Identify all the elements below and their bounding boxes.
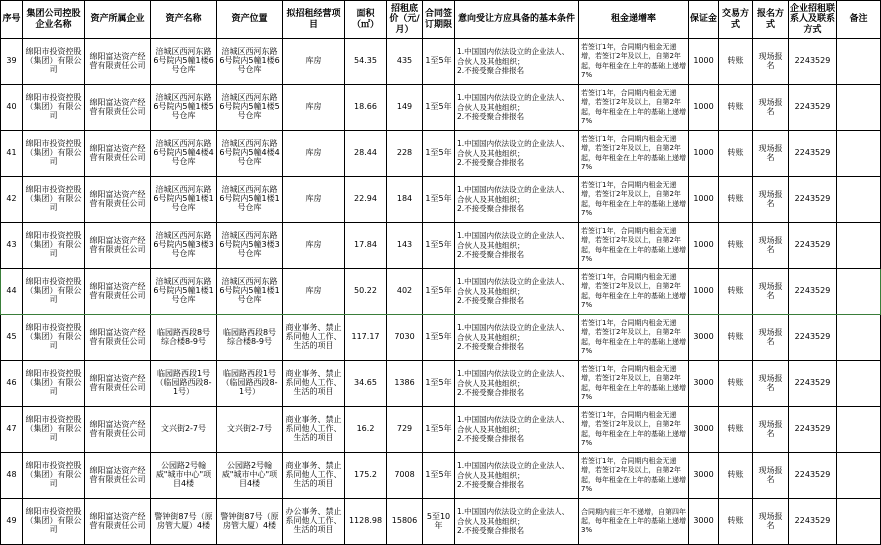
cell-owner-company[interactable]: 绵阳富达资产经营有限责任公司 [85,85,151,131]
table-header [1,1,881,39]
cell-rent-increase-rate[interactable]: 若签订1年，合同期内租金无递增，若签订2年及以上，自第2年起，每年租金在上年的基础上递增7% [579,453,689,499]
table-row[interactable] [1,131,881,177]
cell-owner-company[interactable]: 绵阳富达资产经营有限责任公司 [85,453,151,499]
cell-group-company[interactable]: 绵阳市投资控股（集团）有限公司 [23,407,85,453]
header-project: 拟招租经营项目 [283,1,345,39]
cell-row-number[interactable]: 48 [1,453,23,499]
cell-lease-project[interactable]: 库房 [283,269,345,315]
cell-base-price[interactable]: 435 [387,39,423,85]
cell-deposit[interactable]: 3000 [689,499,719,545]
cell-bidder-condition[interactable]: 1.中国国内依法设立的企业法人、合伙人及其他组织； 2.不接受聚合排报名 [455,315,579,361]
cell-contact[interactable]: 2243529 [789,85,837,131]
cell-asset-location[interactable]: 涪城区西河东路6号院内5幢3楼3号仓库 [217,223,283,269]
cell-asset-location[interactable]: 临园路西段1号（临园路西段8-1号） [217,361,283,407]
cell-asset-location[interactable]: 警钟街87号（原房管大厦）4楼 [217,499,283,545]
cell-lease-project[interactable]: 库房 [283,177,345,223]
cell-owner-company[interactable]: 绵阳富达资产经营有限责任公司 [85,177,151,223]
cell-remark[interactable] [837,407,881,453]
cell-bidder-condition[interactable]: 1.中国国内依法设立的企业法人、合伙人及其他组织； 2.不接受聚合排报名 [455,407,579,453]
cell-area[interactable]: 16.2 [345,407,387,453]
cell-group-company[interactable]: 绵阳市投资控股（集团）有限公司 [23,499,85,545]
cell-remark[interactable] [837,315,881,361]
cell-group-company[interactable]: 绵阳市投资控股（集团）有限公司 [23,85,85,131]
cell-bidder-condition[interactable]: 1.中国国内依法设立的企业法人、合伙人及其他组织； 2.不接受聚合排报名 [455,499,579,545]
cell-contact[interactable]: 2243529 [789,499,837,545]
cell-owner-company[interactable]: 绵阳富达资产经营有限责任公司 [85,315,151,361]
cell-asset-name[interactable]: 警钟街87号（原房管大厦）4楼 [151,499,217,545]
cell-contract-term[interactable]: 1至5年 [423,223,455,269]
cell-asset-location[interactable]: 涪城区西河东路6号院内5幢4楼4号仓库 [217,131,283,177]
cell-area[interactable]: 17.84 [345,223,387,269]
cell-apply-method[interactable]: 现场报名 [753,131,789,177]
cell-area[interactable]: 22.94 [345,177,387,223]
cell-apply-method[interactable]: 现场报名 [753,269,789,315]
cell-deposit[interactable]: 1000 [689,131,719,177]
cell-row-number[interactable]: 49 [1,499,23,545]
cell-trade-method[interactable]: 转账 [719,361,753,407]
cell-bidder-condition[interactable]: 1.中国国内依法设立的企业法人、合伙人及其他组织； 2.不接受聚合排报名 [455,223,579,269]
cell-asset-name[interactable]: 涪城区西河东路6号院内5幢1楼6号仓库 [151,39,217,85]
cell-row-number[interactable]: 40 [1,85,23,131]
cell-row-number[interactable]: 42 [1,177,23,223]
cell-base-price[interactable]: 729 [387,407,423,453]
cell-rent-increase-rate[interactable]: 若签订1年，合同期内租金无递增，若签订2年及以上，自第2年起，每年租金在上年的基础上递增7% [579,39,689,85]
cell-group-company[interactable]: 绵阳市投资控股（集团）有限公司 [23,453,85,499]
header-row [1,1,881,39]
cell-bidder-condition[interactable]: 1.中国国内依法设立的企业法人、合伙人及其他组织； 2.不接受聚合排报名 [455,131,579,177]
cell-area[interactable]: 34.65 [345,361,387,407]
cell-lease-project[interactable]: 商业事务、禁止系同他人工作、生活的项目 [283,407,345,453]
cell-asset-location[interactable]: 公园路2号翰威"城市中心"项目4楼 [217,453,283,499]
cell-asset-name[interactable]: 涪城区西河东路6号院内5幢1楼5号仓库 [151,85,217,131]
cell-contact[interactable]: 2243529 [789,223,837,269]
cell-lease-project[interactable]: 库房 [283,131,345,177]
cell-trade-method[interactable]: 转账 [719,269,753,315]
table-row[interactable] [1,407,881,453]
cell-area[interactable]: 18.66 [345,85,387,131]
cell-row-number[interactable]: 45 [1,315,23,361]
cell-contact[interactable]: 2243529 [789,131,837,177]
cell-contact[interactable]: 2243529 [789,453,837,499]
header-apply: 报名方式 [753,1,789,39]
cell-contract-term[interactable]: 1至5年 [423,453,455,499]
cell-area[interactable]: 1128.98 [345,499,387,545]
cell-owner-company[interactable]: 绵阳富达资产经营有限责任公司 [85,269,151,315]
cell-area[interactable]: 175.2 [345,453,387,499]
header-condition: 意向受让方应具备的基本条件 [455,1,579,39]
cell-bidder-condition[interactable]: 1.中国国内依法设立的企业法人、合伙人及其他组织； 2.不接受聚合排报名 [455,177,579,223]
cell-remark[interactable] [837,361,881,407]
cell-lease-project[interactable]: 商业事务、禁止系同他人工作、生活的项目 [283,315,345,361]
cell-deposit[interactable]: 3000 [689,361,719,407]
header-contact: 企业招租联系人及联系方式 [789,1,837,39]
cell-deposit[interactable]: 3000 [689,407,719,453]
cell-row-number[interactable]: 43 [1,223,23,269]
cell-group-company[interactable]: 绵阳市投资控股（集团）有限公司 [23,223,85,269]
cell-asset-name[interactable]: 临园路西段8号综合楼8-9号 [151,315,217,361]
cell-deposit[interactable]: 1000 [689,85,719,131]
table-row[interactable] [1,223,881,269]
cell-owner-company[interactable]: 绵阳富达资产经营有限责任公司 [85,223,151,269]
cell-trade-method[interactable]: 转账 [719,453,753,499]
cell-lease-project[interactable]: 商业事务、禁止系同他人工作、生活的项目 [283,361,345,407]
cell-apply-method[interactable]: 现场报名 [753,85,789,131]
cell-apply-method[interactable]: 现场报名 [753,177,789,223]
cell-owner-company[interactable]: 绵阳富达资产经营有限责任公司 [85,131,151,177]
table-row[interactable] [1,269,881,315]
cell-trade-method[interactable]: 转账 [719,315,753,361]
header-term: 合同签订期限 [423,1,455,39]
cell-contact[interactable]: 2243529 [789,361,837,407]
cell-bidder-condition[interactable]: 1.中国国内依法设立的企业法人、合伙人及其他组织； 2.不接受聚合排报名 [455,39,579,85]
cell-row-number[interactable]: 39 [1,39,23,85]
header-owner: 资产所属企业 [85,1,151,39]
cell-base-price[interactable]: 228 [387,131,423,177]
cell-group-company[interactable]: 绵阳市投资控股（集团）有限公司 [23,315,85,361]
cell-owner-company[interactable]: 绵阳富达资产经营有限责任公司 [85,361,151,407]
cell-rent-increase-rate[interactable]: 若签订1年，合同期内租金无递增，若签订2年及以上，自第2年起，每年租金在上年的基础上递增7% [579,177,689,223]
cell-bidder-condition[interactable]: 1.中国国内依法设立的企业法人、合伙人及其他组织； 2.不接受聚合排报名 [455,85,579,131]
cell-contract-term[interactable]: 1至5年 [423,131,455,177]
header-group: 集团公司控股企业名称 [23,1,85,39]
cell-asset-location[interactable]: 涪城区西河东路6号院内5幢1楼5号仓库 [217,85,283,131]
cell-contract-term[interactable]: 1至5年 [423,39,455,85]
cell-base-price[interactable]: 149 [387,85,423,131]
cell-row-number[interactable]: 44 [1,269,23,315]
cell-base-price[interactable]: 1386 [387,361,423,407]
cell-row-number[interactable]: 46 [1,361,23,407]
cell-group-company[interactable]: 绵阳市投资控股（集团）有限公司 [23,131,85,177]
cell-rent-increase-rate[interactable]: 若签订1年，合同期内租金无递增，若签订2年及以上，自第2年起，每年租金在上年的基础上递增7% [579,131,689,177]
cell-group-company[interactable]: 绵阳市投资控股（集团）有限公司 [23,177,85,223]
cell-base-price[interactable]: 7008 [387,453,423,499]
cell-remark[interactable] [837,269,881,315]
cell-remark[interactable] [837,453,881,499]
cell-contract-term[interactable]: 1至5年 [423,407,455,453]
cell-bidder-condition[interactable]: 1.中国国内依法设立的企业法人、合伙人及其他组织； 2.不接受聚合排报名 [455,269,579,315]
cell-rent-increase-rate[interactable]: 若签订1年，合同期内租金无递增，若签订2年及以上，自第2年起，每年租金在上年的基础上递增7% [579,85,689,131]
header-price: 招租底价（元/月） [387,1,423,39]
cell-rent-increase-rate[interactable]: 合同期内前三年不递增，自第四年起，每年租金在上年的基础上递增3% [579,499,689,545]
table-row[interactable] [1,499,881,545]
cell-asset-name[interactable]: 涪城区西河东路6号院内5幢4楼4号仓库 [151,131,217,177]
cell-contract-term[interactable]: 5至10年 [423,499,455,545]
cell-lease-project[interactable]: 库房 [283,223,345,269]
header-deposit: 保证金 [689,1,719,39]
table-row[interactable] [1,361,881,407]
cell-owner-company[interactable]: 绵阳富达资产经营有限责任公司 [85,499,151,545]
header-asset-name: 资产名称 [151,1,217,39]
cell-lease-project[interactable]: 办公事务、禁止系同他人工作、生活的项目 [283,499,345,545]
cell-apply-method[interactable]: 现场报名 [753,361,789,407]
cell-contract-term[interactable]: 1至5年 [423,315,455,361]
cell-trade-method[interactable]: 转账 [719,131,753,177]
cell-trade-method[interactable]: 转账 [719,85,753,131]
cell-group-company[interactable]: 绵阳市投资控股（集团）有限公司 [23,39,85,85]
table-row[interactable] [1,39,881,85]
table-row[interactable] [1,315,881,361]
cell-contact[interactable]: 2243529 [789,177,837,223]
cell-deposit[interactable]: 3000 [689,453,719,499]
cell-contact[interactable]: 2243529 [789,39,837,85]
cell-asset-name[interactable]: 涪城区西河东路6号院内5幢1楼1号仓库 [151,177,217,223]
cell-trade-method[interactable]: 转账 [719,39,753,85]
cell-base-price[interactable]: 7030 [387,315,423,361]
cell-group-company[interactable]: 绵阳市投资控股（集团）有限公司 [23,361,85,407]
header-rate: 租金递增率 [579,1,689,39]
cell-rent-increase-rate[interactable]: 若签订1年，合同期内租金无递增，若签订2年及以上，自第2年起，每年租金在上年的基础上递增7% [579,223,689,269]
cell-asset-location[interactable]: 涪城区西河东路6号院内5幢1楼6号仓库 [217,39,283,85]
cell-contact[interactable]: 2243529 [789,407,837,453]
cell-base-price[interactable]: 184 [387,177,423,223]
header-asset-location: 资产位置 [217,1,283,39]
cell-lease-project[interactable]: 库房 [283,85,345,131]
cell-contact[interactable]: 2243529 [789,269,837,315]
cell-asset-name[interactable]: 涪城区西河东路6号院内5幢3楼3号仓库 [151,223,217,269]
header-area: 面积（㎡） [345,1,387,39]
cell-remark[interactable] [837,85,881,131]
cell-bidder-condition[interactable]: 1.中国国内依法设立的企业法人、合伙人及其他组织； 2.不接受聚合排报名 [455,361,579,407]
cell-deposit[interactable]: 3000 [689,315,719,361]
cell-deposit[interactable]: 1000 [689,39,719,85]
cell-apply-method[interactable]: 现场报名 [753,223,789,269]
cell-deposit[interactable]: 1000 [689,177,719,223]
cell-remark[interactable] [837,177,881,223]
cell-trade-method[interactable]: 转账 [719,223,753,269]
cell-trade-method[interactable]: 转账 [719,177,753,223]
cell-contract-term[interactable]: 1至5年 [423,361,455,407]
table-row[interactable] [1,453,881,499]
cell-contract-term[interactable]: 1至5年 [423,177,455,223]
cell-row-number[interactable]: 41 [1,131,23,177]
cell-asset-location[interactable]: 涪城区西河东路6号院内5幢1楼1号仓库 [217,269,283,315]
cell-apply-method[interactable]: 现场报名 [753,407,789,453]
cell-apply-method[interactable]: 现场报名 [753,453,789,499]
cell-area[interactable]: 54.35 [345,39,387,85]
cell-asset-location[interactable]: 涪城区西河东路6号院内5幢1楼1号仓库 [217,177,283,223]
table-row[interactable] [1,177,881,223]
cell-owner-company[interactable]: 绵阳富达资产经营有限责任公司 [85,407,151,453]
cell-owner-company[interactable]: 绵阳富达资产经营有限责任公司 [85,39,151,85]
cell-asset-location[interactable]: 文兴街2-7号 [217,407,283,453]
table-row[interactable] [1,85,881,131]
cell-asset-name[interactable]: 文兴街2-7号 [151,407,217,453]
cell-apply-method[interactable]: 现场报名 [753,39,789,85]
cell-area[interactable]: 117.17 [345,315,387,361]
cell-area[interactable]: 50.22 [345,269,387,315]
cell-group-company[interactable]: 绵阳市投资控股（集团）有限公司 [23,269,85,315]
cell-deposit[interactable]: 1000 [689,223,719,269]
cell-remark[interactable] [837,499,881,545]
cell-contract-term[interactable]: 1至5年 [423,85,455,131]
cell-contract-term[interactable]: 1至5年 [423,269,455,315]
cell-apply-method[interactable]: 现场报名 [753,499,789,545]
cell-apply-method[interactable]: 现场报名 [753,315,789,361]
cell-asset-name[interactable]: 临园路西段1号（临园路西段8-1号） [151,361,217,407]
cell-base-price[interactable]: 402 [387,269,423,315]
header-trade: 交易方式 [719,1,753,39]
cell-deposit[interactable]: 1000 [689,269,719,315]
cell-lease-project[interactable]: 商业事务、禁止系同他人工作、生活的项目 [283,453,345,499]
cell-lease-project[interactable]: 库房 [283,39,345,85]
cell-trade-method[interactable]: 转账 [719,407,753,453]
cell-asset-location[interactable]: 临园路西段8号综合楼8-9号 [217,315,283,361]
cell-rent-increase-rate[interactable]: 若签订1年，合同期内租金无递增，若签订2年及以上，自第2年起，每年租金在上年的基础上递增7% [579,269,689,315]
cell-remark[interactable] [837,223,881,269]
cell-rent-increase-rate[interactable]: 若签订1年，合同期内租金无递增，若签订2年及以上，自第2年起，每年租金在上年的基础上递增7% [579,361,689,407]
header-no: 序号 [1,1,23,39]
cell-asset-name[interactable]: 公园路2号翰威"城市中心"项目4楼 [151,453,217,499]
cell-asset-name[interactable]: 涪城区西河东路6号院内5幢1楼1号仓库 [151,269,217,315]
header-remark: 备注 [837,1,881,39]
cell-base-price[interactable]: 143 [387,223,423,269]
cell-remark[interactable] [837,131,881,177]
cell-base-price[interactable]: 15806 [387,499,423,545]
cell-trade-method[interactable]: 转账 [719,499,753,545]
table-body [1,39,881,545]
cell-rent-increase-rate[interactable]: 若签订1年，合同期内租金无递增，若签订2年及以上，自第2年起，每年租金在上年的基础上递增7% [579,315,689,361]
cell-contact[interactable]: 2243529 [789,315,837,361]
cell-area[interactable]: 28.44 [345,131,387,177]
cell-rent-increase-rate[interactable]: 若签订1年，合同期内租金无递增，若签订2年及以上，自第2年起，每年租金在上年的基础上递增7% [579,407,689,453]
cell-remark[interactable] [837,39,881,85]
cell-bidder-condition[interactable]: 1.中国国内依法设立的企业法人、合伙人及其他组织； 2.不接受聚合排报名 [455,453,579,499]
cell-row-number[interactable]: 47 [1,407,23,453]
